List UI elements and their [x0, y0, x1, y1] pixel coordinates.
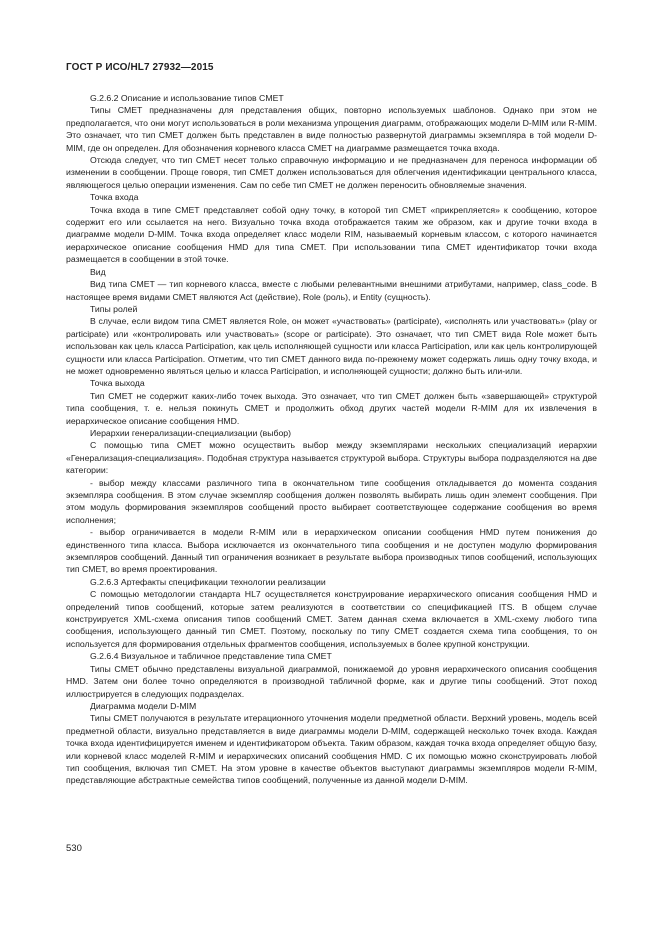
- paragraph: Отсюда следует, что тип CMET несет только справочную информацию и не предназначен для переноса информации об изменении в сообщении. Проще говоря, тип CMET должен использоваться для облегчения идентификации центрального класса, являющегося целью операции изменения. Сам по себе тип CMET не должен переносить обновляемые значения.: [66, 155, 597, 190]
- section-heading: Вид: [90, 266, 106, 277]
- section-heading: Иерархии генерализации-специализации (выбор): [90, 427, 292, 438]
- section-heading: Точка входа: [90, 192, 139, 203]
- paragraph: Точка входа в типе CMET представляет собой одну точку, в которой тип CMET «прикрепляется» к сообщению, которое содержит его или ссылается на него. Визуально точка входа отображается таким же образом, как и другие точки входа в диаграмме модели D-MIM. Точка входа определяет класс модели RIM, называемый корневым классом, с которого начинается иерархическое описание сообщения HMD для типа CMET. При использовании типа CMET идентификатор точки входа размещается в сообщении в этой точке.: [66, 204, 597, 265]
- paragraph: Типы CMET получаются в результате итерационного уточнения модели предметной области. Верхний уровень, модель всей предметной области, визуально представляется в виде диаграммы модели D-MIM, содержащей несколько точек входа. Каждая точка входа идентифицируется именем и идентификатором объекта. Таким образом, каждая точка входа определяет общую базу, или корневой класс моделей R-MIM и иерархических описаний сообщения HMD. С их помощью можно сконструировать любой тип сообщения, включая тип CMET. На этом уровне в качестве объектов выступают диаграммы экземпляров модели R-MIM, представляющие абстрактные семейства типов сообщений, полученные из данной модели D-MIM.: [66, 713, 597, 786]
- paragraph: С помощью методологии стандарта HL7 осуществляется конструирование иерархического описания сообщения HMD и определений типов сообщений, которые затем реализуются в соответствии со спецификацией ITS. В общем случае конструируется XML-схема описания типов сообщений CMET. Затем данная схема включается в XML-схему любого типа сообщения, использующего данный тип CMET. Поэтому, поскольку по типу CMET создается схема типа сообщения, то он используется для формирования отдельных фрагментов сообщения, используемых в более крупной конструкции.: [66, 589, 597, 649]
- paragraph: Типы CMET обычно представлены визуальной диаграммой, понижаемой до уровня иерархического описания сообщения HMD. Затем они более точно определяются в производной табличной форме, как и другие типы сообщений. Этот поход иллюстрируется в следующих подразделах.: [66, 663, 597, 699]
- section-heading: Точка выхода: [90, 378, 145, 389]
- paragraph: Типы CMET предназначены для представления общих, повторно используемых шаблонов. Однако при этом не предполагается, что они могут использоваться в роли механизма упрощения диаграмм, отображающих модели D-MIM или R-MIM. Это означает, что тип CMET должен быть представлен в виде полностью развернутой диаграммы экземпляра в той модели D-MIM, где он определен. Для обозначения корневого класса CMET на диаграмме размещается точка входа.: [66, 105, 597, 153]
- section-heading: Диаграмма модели D-MIM: [90, 700, 197, 711]
- paragraph: В случае, если видом типа CMET является Role, он может «участвовать» (participate), «исполнять или участвовать» (play or participate) или «контролировать или участвовать» (scope or participate). Это означает, что тип CMET вида Role может быть использован как цель класса Participation, как цель исполняющей сущности или класса Participation, или как цель контролирующей сущности или класса Participation. Отметим, что тип CMET данного вида по-прежнему может содержать лишь одну точку входа, и не может одновременно являться целью и класса Participation, и исполняющей сущности; должно быть или-или.: [66, 316, 597, 376]
- paragraph: - выбор между классами различного типа в окончательном типе сообщения откладывается до момента создания экземпляра сообщения. В этом случае экземпляр сообщения должен позволять выбирать лишь один элемент сообщения. При этом модуль формирования экземпляров сообщений просто выбирает соответствующее содержание сообщения во время исполнения;: [66, 477, 597, 525]
- page-header-title: ГОСТ Р ИСО/HL7 27932—2015: [66, 62, 214, 73]
- paragraph: Тип CMET не содержит каких-либо точек выхода. Это означает, что тип CMET должен быть «завершающей» структурой типа сообщения, т. е. нельзя покинуть CMET и продолжить обход других частей модели R-MIM для их извлечения в иерархическое описание сообщения HMD.: [66, 390, 597, 426]
- page-body: [66, 92, 597, 787]
- section-heading: G.2.6.4 Визуальное и табличное представление типа CMET: [90, 651, 332, 662]
- section-heading: G.2.6.3 Артефакты спецификации технологии реализации: [90, 576, 326, 587]
- paragraph: Вид типа CMET — тип корневого класса, вместе с любыми релевантными внешними атрибутами, например, class_code. В настоящее время видами CMET являются Act (действие), Role (роль), и Entity (сущность).: [66, 279, 597, 302]
- section-heading: Типы ролей: [90, 303, 138, 314]
- section-heading: G.2.6.2 Описание и использование типов CMET: [90, 93, 284, 103]
- paragraph: С помощью типа CMET можно осуществить выбор между экземплярами нескольких специализаций иерархии «Генерализация-специализация». Подобная структура называется структурой выбора. Структуры выбора подразделяются на две категории:: [66, 440, 597, 476]
- page-number: 530: [66, 843, 82, 854]
- paragraph: - выбор ограничивается в модели R-MIM или в иерархическом описании сообщения HMD путем понижения до единственного типа класса. Выбора исключается из окончательного типа сообщения и не доступен модулю формирования экземпляров сообщений. Данный тип ограничения возникает в результате выбора производных типов сообщений, использующих тип CMET, во время проектирования.: [66, 527, 597, 575]
